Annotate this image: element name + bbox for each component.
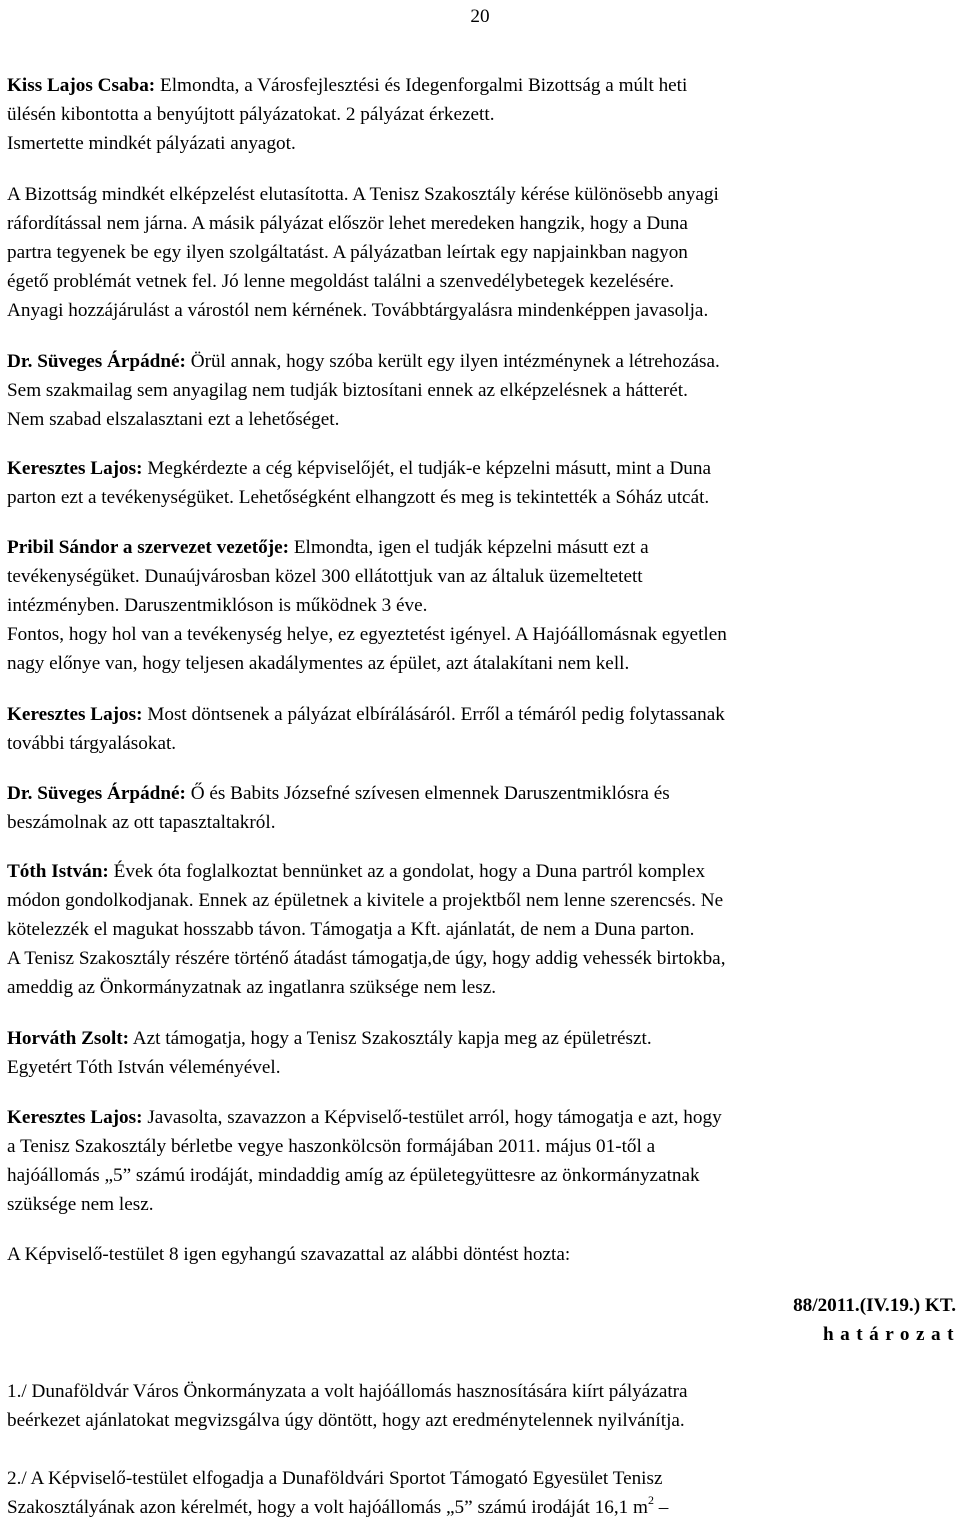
decision-label: határozat xyxy=(822,1324,960,1345)
text-line: intézményben. Daruszentmiklóson is működnek 3 éve. xyxy=(7,595,428,616)
text-line: Sem szakmailag sem anyagilag nem tudják biztosítani ennek az elképzelésnek a hátterét. xyxy=(7,380,688,401)
text-line: Megkérdezte a cég képviselőjét, el tudják-e képzelni másutt, mint a Duna xyxy=(142,458,712,479)
speaker-name: Pribil Sándor a szervezet vezetője: xyxy=(7,537,290,558)
text-line: módon gondolkodjanak. Ennek az épületnek a kivitele a projektből nem lenne szerencsés. Ne xyxy=(7,890,724,911)
text-line: A Tenisz Szakosztály részére történő átadást támogatja,de úgy, hogy addig vehessék birtokba, xyxy=(7,948,726,969)
paragraph-bizottsag xyxy=(7,180,954,325)
speaker-name: Horváth Zsolt: xyxy=(7,1028,130,1049)
text-line: kötelezzék el magukat hosszabb távon. Támogatja a Kft. ajánlatát, de nem a Duna parton. xyxy=(7,919,695,940)
text-line: Azt támogatja, hogy a Tenisz Szakosztály kapja meg az épületrészt. xyxy=(129,1028,652,1049)
superscript: 2 xyxy=(647,1493,654,1507)
text-line: Ismertette mindkét pályázati anyagot. xyxy=(7,133,296,154)
speaker-name: Keresztes Lajos: xyxy=(7,704,143,725)
paragraph-keresztes-3 xyxy=(7,1103,954,1219)
text-line: Most döntsenek a pályázat elbírálásáról. Erről a témáról pedig folytassanak xyxy=(142,704,725,725)
text-line: tevékenységüket. Dunaújvárosban közel 300 ellátottjuk van az általuk üzemeltetett xyxy=(7,566,643,587)
text-line: 1./ Dunaföldvár Város Önkormányzata a volt hajóállomás hasznosítására kiírt pályázatra xyxy=(7,1381,688,1402)
text-line: A Bizottság mindkét elképzelést elutasította. A Tenisz Szakosztály kérése különösebb anyagi xyxy=(7,184,719,205)
paragraph-suveges-2 xyxy=(7,779,954,837)
paragraph-keresztes-1 xyxy=(7,454,954,512)
text-line: Javasolta, szavazzon a Képviselő-testület arról, hogy támogatja e azt, hogy xyxy=(142,1107,722,1128)
text-line: 2./ A Képviselő-testület elfogadja a Dunaföldvári Sportot Támogató Egyesület Tenisz xyxy=(7,1468,663,1489)
text-line: – xyxy=(653,1497,669,1518)
text-line: égető problémát vetnek fel. Jó lenne megoldást találni a szenvedélybetegek kezelésére. xyxy=(7,271,675,292)
page-number: 20 xyxy=(470,6,490,27)
text-line: hajóállomás „5” számú irodáját, mindaddig amíg az épületegyüttesre az önkormányzatnak xyxy=(7,1165,700,1186)
text-line: Elmondta, a Városfejlesztési és Idegenforgalmi Bizottság a múlt heti xyxy=(155,75,688,96)
text-line: beszámolnak az ott tapasztaltakról. xyxy=(7,812,276,833)
speaker-name: Keresztes Lajos: xyxy=(7,1107,143,1128)
text-line: Évek óta foglalkoztat bennünket az a gondolat, hogy a Duna partról komplex xyxy=(108,861,706,882)
paragraph-kiss-lajos-csaba xyxy=(7,71,954,158)
paragraph-vote xyxy=(7,1240,954,1269)
decision-number: 88/2011.(IV.19.) KT. xyxy=(793,1295,956,1316)
text-line: további tárgyalásokat. xyxy=(7,733,177,754)
resolution-item-1 xyxy=(7,1377,954,1435)
speaker-name: Tóth István: xyxy=(7,861,109,882)
paragraph-suveges-1 xyxy=(7,347,954,434)
text-line: Ő és Babits Józsefné szívesen elmennek Daruszentmiklósra és xyxy=(185,783,670,804)
text-line: partra tegyenek be egy ilyen szolgáltatást. A pályázatban leírtak egy napjainkban nagyon xyxy=(7,242,688,263)
text-line: Anyagi hozzájárulást a várostól nem kérnének. Továbbtárgyalásra mindenképpen javasolja. xyxy=(7,300,709,321)
text-line: parton ezt a tevékenységüket. Lehetőségként elhangzott és meg is tekintették a Sóház utcát. xyxy=(7,487,710,508)
text-line: Örül annak, hogy szóba került egy ilyen intézménynek a létrehozása. xyxy=(185,351,720,372)
speaker-name: Dr. Süveges Árpádné: xyxy=(7,783,186,804)
text-line: ülésén kibontotta a benyújtott pályázatokat. 2 pályázat érkezett. xyxy=(7,104,495,125)
text-line: ráfordítással nem járna. A másik pályázat először lehet meredeken hangzik, hogy a Duna xyxy=(7,213,688,234)
text-line: Elmondta, igen el tudják képzelni másutt ezt a xyxy=(289,537,649,558)
text-line: a Tenisz Szakosztály bérletbe vegye haszonkölcsön formájában 2011. május 01-től a xyxy=(7,1136,656,1157)
text-line: szüksége nem lesz. xyxy=(7,1194,154,1215)
resolution-item-2 xyxy=(7,1464,954,1524)
text-line: ameddig az Önkormányzatnak az ingatlanra szüksége nem lesz. xyxy=(7,977,497,998)
text-line: nagy előnye van, hogy teljesen akadálymentes az épület, azt átalakítani nem kell. xyxy=(7,653,630,674)
speaker-name: Keresztes Lajos: xyxy=(7,458,143,479)
text-line: beérkezet ajánlatokat megvizsgálva úgy döntött, hogy azt eredménytelennek nyilvánítja. xyxy=(7,1410,685,1431)
text-line: Szakosztályának azon kérelmét, hogy a volt hajóállomás „5” számú irodáját 16,1 m xyxy=(7,1497,648,1518)
paragraph-toth-istvan xyxy=(7,857,954,1002)
paragraph-keresztes-2 xyxy=(7,700,954,758)
paragraph-horvath-zsolt xyxy=(7,1024,954,1082)
text-line: Egyetért Tóth István véleményével. xyxy=(7,1057,281,1078)
text-line: Nem szabad elszalasztani ezt a lehetőséget. xyxy=(7,409,340,430)
text-line: Fontos, hogy hol van a tevékenység helye, ez egyeztetést igényel. A Hajóállomásnak egyetlen xyxy=(7,624,727,645)
speaker-name: Kiss Lajos Csaba: xyxy=(7,75,156,96)
speaker-name: Dr. Süveges Árpádné: xyxy=(7,351,186,372)
text-line: A Képviselő-testület 8 igen egyhangú szavazattal az alábbi döntést hozta: xyxy=(7,1244,571,1265)
paragraph-pribil xyxy=(7,533,954,678)
